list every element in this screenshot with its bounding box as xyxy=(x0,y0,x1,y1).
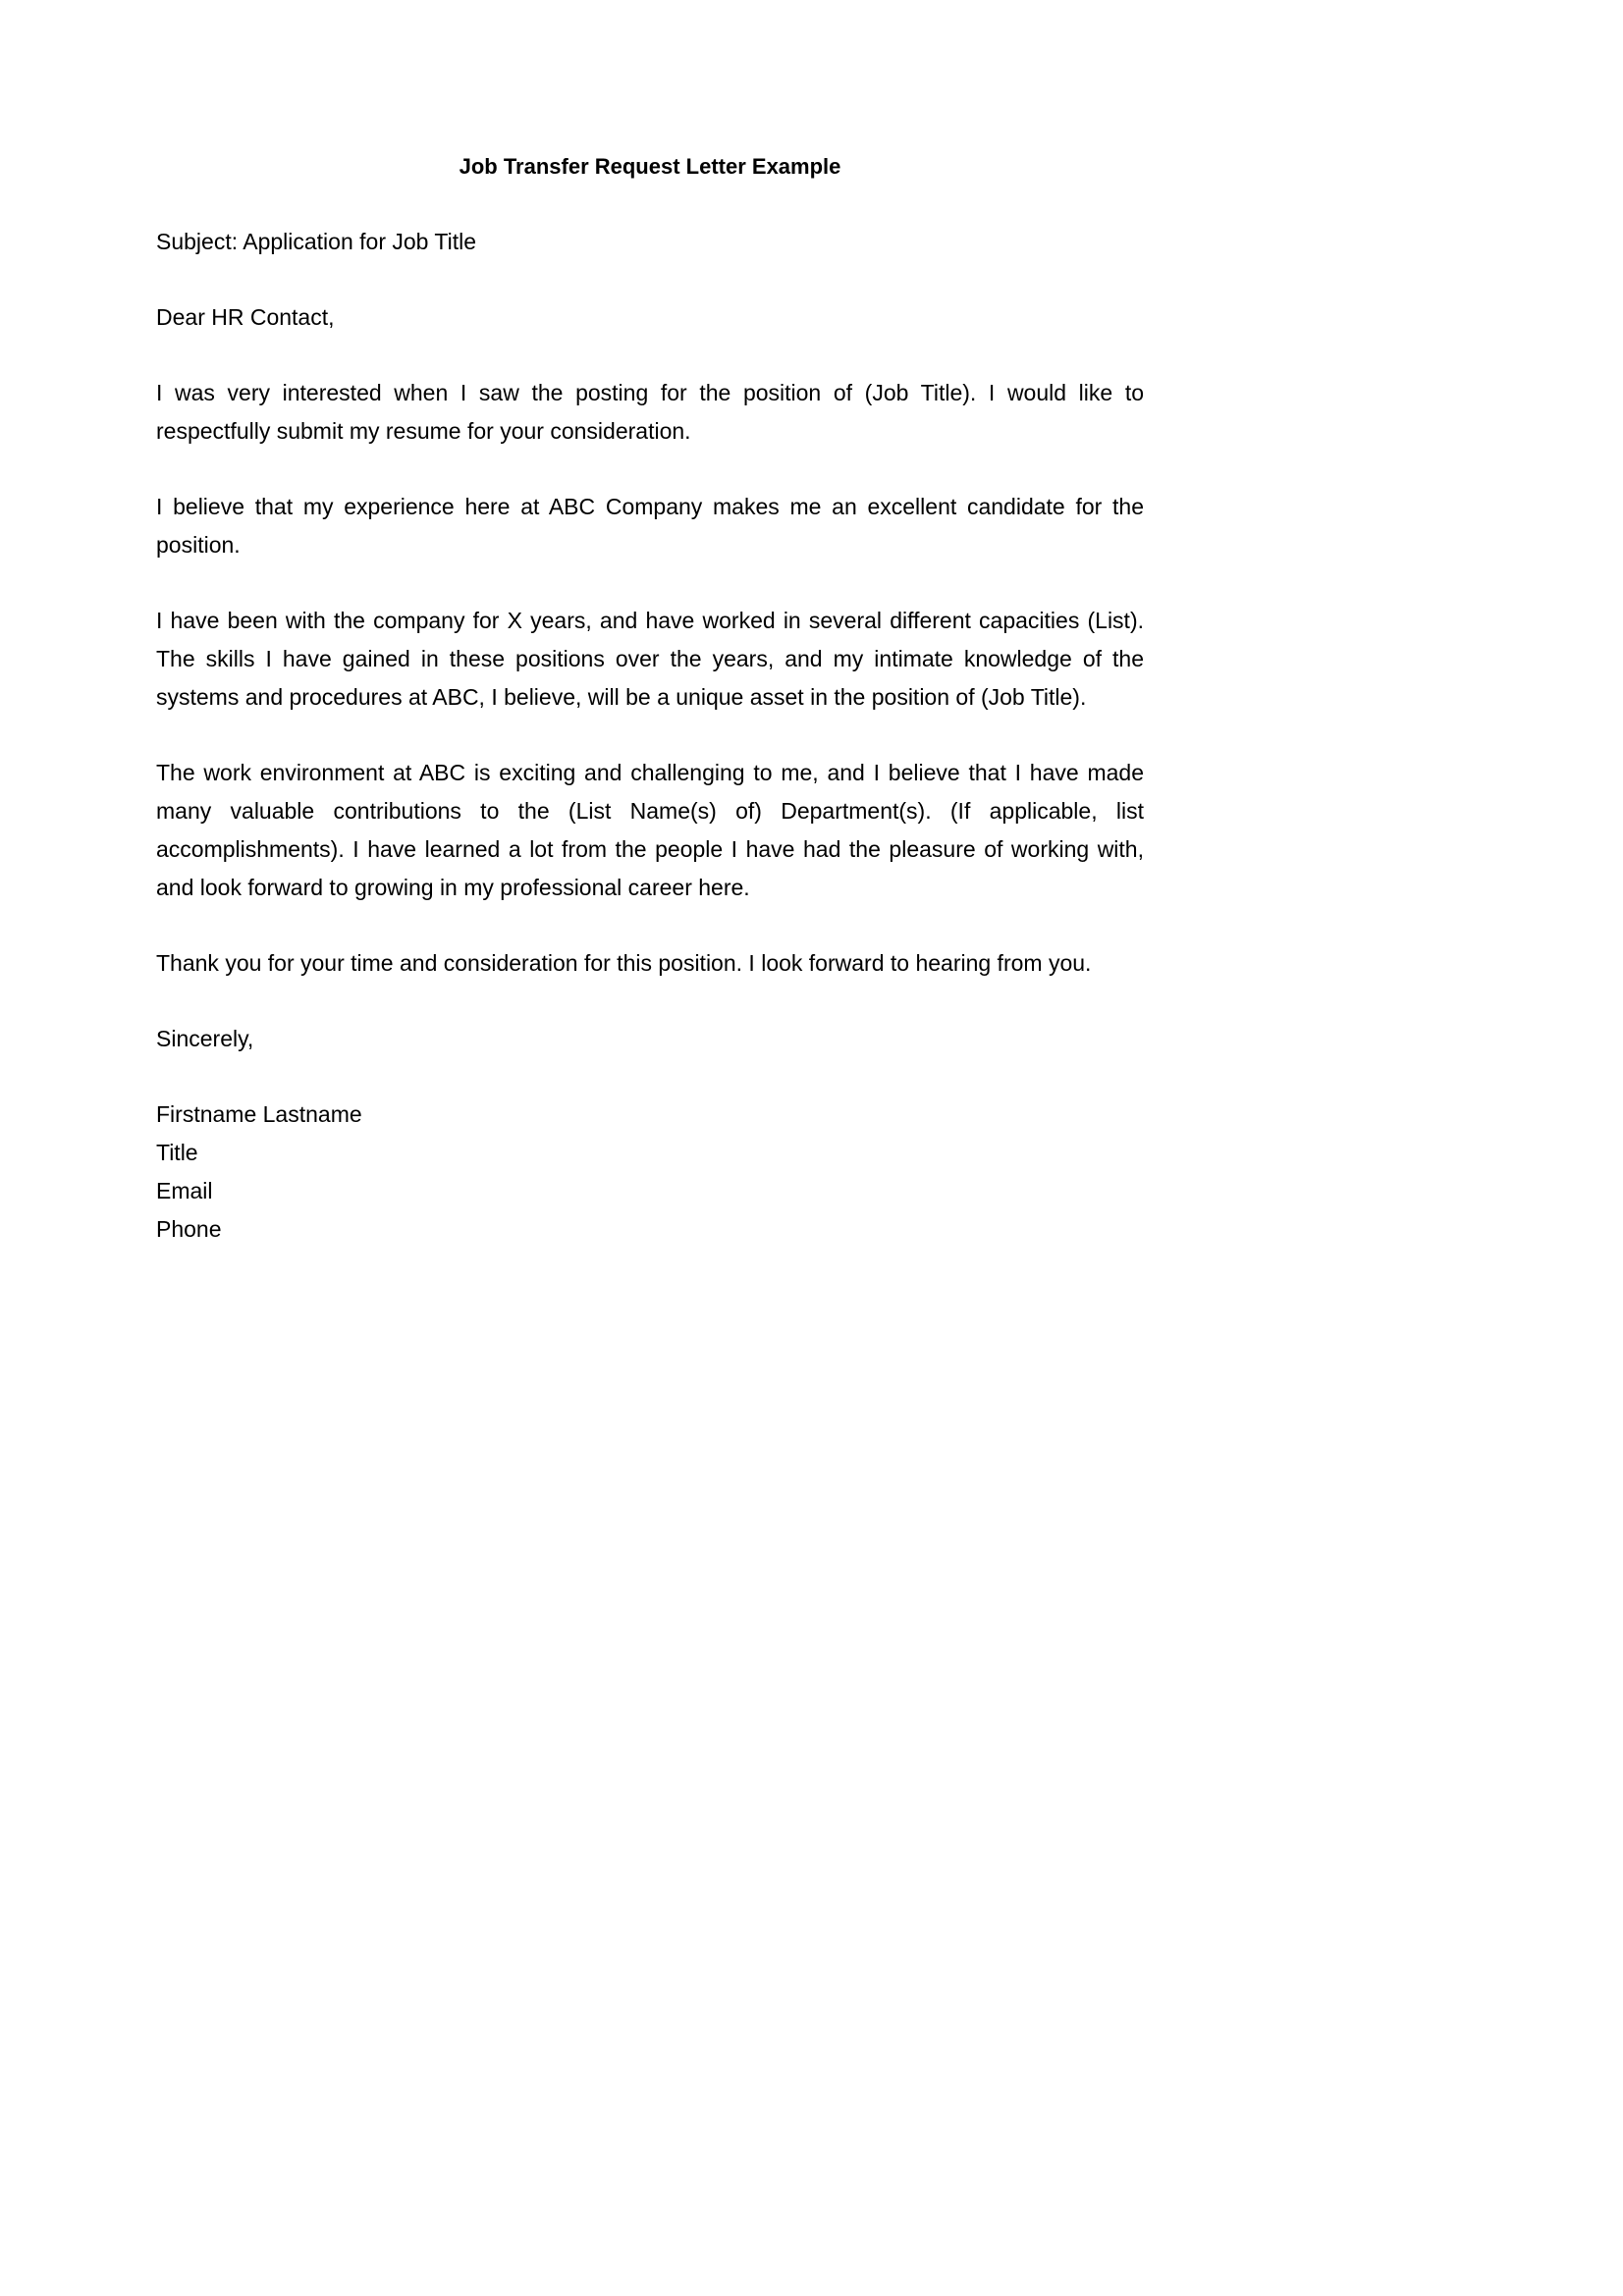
paragraph-tenure: I have been with the company for X years, and have worked in several different capacities (List). The skills I have gained in these positions over the years, and my intimate knowledge of the systems and procedures at ABC, I believe, will be a unique asset in the position of (Job Title). xyxy=(156,608,1144,710)
closing: Sincerely, xyxy=(156,1026,254,1051)
paragraph-thanks: Thank you for your time and consideration for this position. I look forward to hearing from you. xyxy=(156,950,1092,976)
signature-email: Email xyxy=(156,1178,213,1203)
paragraph-experience: I believe that my experience here at ABC Company makes me an excellent candidate for the position. xyxy=(156,494,1144,558)
signature-name: Firstname Lastname xyxy=(156,1101,362,1127)
signature-phone: Phone xyxy=(156,1216,222,1242)
paragraph-environment: The work environment at ABC is exciting and challenging to me, and I believe that I have made many valuable contributions to the (List Name(s) of) Department(s). (If applicable, list accomplishments). I have learned a lot from the people I have had the pleasure of working with, and look forward to growing in my professional career here. xyxy=(156,760,1144,900)
paragraph-interest: I was very interested when I saw the posting for the position of (Job Title). I would like to respectfully submit my resume for your consideration. xyxy=(156,380,1144,444)
letter-body xyxy=(156,147,1144,1249)
salutation: Dear HR Contact, xyxy=(156,304,335,330)
document-title: Job Transfer Request Letter Example xyxy=(459,154,841,179)
signature-block xyxy=(156,1095,1144,1249)
signature-title: Title xyxy=(156,1140,198,1165)
subject-line: Subject: Application for Job Title xyxy=(156,229,477,254)
